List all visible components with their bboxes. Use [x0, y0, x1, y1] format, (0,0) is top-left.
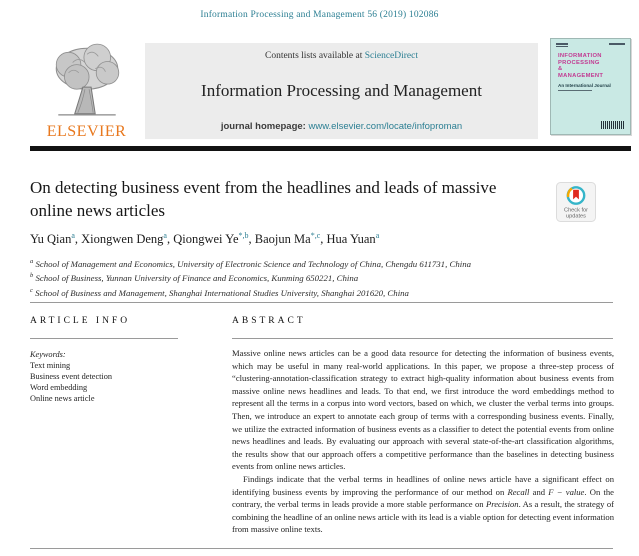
abstract-italic-term: Recall — [507, 486, 530, 497]
author-affiliation-sup: *,c — [310, 231, 321, 240]
journal-name: Information Processing and Management — [201, 81, 482, 100]
contents-line — [265, 51, 418, 61]
cover-issn-block — [556, 43, 568, 48]
section-top-rule — [30, 302, 613, 303]
article-title: On detecting business event from the headlines and leads of massive online news articles — [30, 178, 497, 220]
elsevier-tree-icon — [46, 42, 128, 120]
journal-reference: Information Processing and Management 56 (2019) 102086 — [200, 10, 439, 20]
homepage-line — [221, 121, 462, 132]
abstract-para1: Massive online news articles can be a good data resource for detecting the information of business events, which may be useful in many real-world applications. In this paper, we propose a three-step process of “clustering-annotation-classification strategy to extract high-quality information about business events from massive online news headlines and leads. To that end, we first introduce the word embeddings method to represent all the terms in a corpus into word vectors, based on which, we cluster the verbal terms into groups. Then, we introduce an expert to annotate each group of terms with a corresponding business events. Finally, we utilize the extracted information of business events as a classifier to detect the potential events from online news headlines and leads. By evaluating our approach with several state-of-the-art classification algorithms, the results show that our approach offers a competitive performance than the baselines in detecting business events from online news articles. — [232, 348, 614, 472]
author-affiliation-sup: *,b — [238, 231, 249, 240]
author-name: Yu Qian — [30, 232, 72, 247]
abstract-heading: ABSTRACT — [232, 316, 306, 326]
contents-prefix: Contents lists available at — [264, 51, 365, 61]
abstract-italic-term: F − value — [548, 486, 585, 497]
cover-title-line: MANAGEMENT — [558, 72, 604, 79]
abstract-para2 — [232, 473, 614, 536]
keyword-item: Word embedding — [30, 383, 88, 392]
author-name: Xiongwen Deng — [81, 232, 164, 247]
affiliation-sup: c — [30, 286, 33, 294]
affiliation-line — [30, 285, 590, 299]
keywords-label: Keywords: — [30, 350, 66, 359]
author-affiliation-sup: a — [163, 231, 167, 240]
author-name: Qiongwei Ye — [173, 232, 239, 247]
author-name: Hua Yuan — [326, 232, 376, 247]
cover-title-line: INFORMATION — [558, 53, 602, 59]
keyword-list — [30, 360, 200, 404]
cover-topright-text — [609, 43, 625, 45]
masthead — [30, 38, 631, 146]
elsevier-logo — [30, 42, 143, 142]
elsevier-wordmark: ELSEVIER — [46, 123, 127, 140]
abstract-body — [232, 347, 614, 536]
author-name: Baojun Ma — [254, 232, 311, 247]
abstract-rule — [232, 338, 613, 339]
keyword-item: Text mining — [30, 361, 71, 370]
homepage-url-link[interactable]: www.elsevier.com/locate/infoproman — [308, 121, 463, 132]
masthead-center-panel — [145, 43, 538, 139]
affiliation-line — [30, 270, 590, 284]
cover-subtitle: An International Journal — [558, 83, 611, 88]
crossmark-label-line2: updates — [566, 213, 586, 220]
crossmark-label-line1: Check for — [564, 207, 588, 214]
author-affiliation-sup: a — [375, 231, 380, 240]
affiliation-sup: a — [30, 258, 34, 265]
abstract-text-segment: and — [529, 486, 549, 497]
article-info-rule — [30, 338, 178, 339]
affiliation-list — [30, 256, 590, 299]
page-bottom-rule — [30, 548, 613, 549]
crossmark-check-for-updates-badge[interactable] — [556, 182, 596, 222]
masthead-divider-bar — [30, 146, 631, 151]
abstract-text-segment: . On the contrary, the verbal terms in leads provide a more stable performance on — [232, 486, 614, 510]
sciencedirect-link[interactable]: ScienceDirect — [364, 51, 418, 61]
cover-title-line: & — [558, 66, 563, 73]
author-list: Yu Qian$^a$, Xiongwen Deng$^a$, Qiongwei $Ye^{*,b}$, Baojun $Ma^{*,c}$, Hua Yuan$^a$ — [30, 231, 380, 247]
affiliation-text: School of Management and Economics, University of Electronic Science and Technology of China, Chengdu 611731, China — [33, 258, 471, 269]
keyword-item: Business event detection — [30, 372, 113, 381]
cover-barcode — [601, 121, 625, 129]
keyword-item: Online news article — [30, 394, 95, 403]
abstract-text-segment: . As a result, the strategy of combining the headline of an online news article with its lead is a viable option for detecting event information from massive online texts. — [232, 499, 614, 535]
article-info-heading: ARTICLE INFO — [30, 316, 131, 326]
cover-microtext-line — [558, 90, 592, 91]
homepage-prefix: journal homepage: — [220, 121, 309, 132]
affiliation-text: School of Business, Yunnan University of Finance and Economics, Kunming 650221, China — [33, 273, 359, 284]
author-affiliation-sup: a — [71, 231, 75, 240]
keywords-block — [30, 349, 200, 404]
affiliation-line — [30, 256, 590, 270]
abstract-italic-term: Precision — [485, 499, 519, 510]
cover-title-line: PROCESSING — [558, 59, 600, 66]
abstract-text-segment: Findings indicate that the verbal terms in headlines of online news article have a significant effect on identifying business events by improving the performance of our method on — [232, 473, 614, 497]
affiliation-sup: b — [30, 272, 34, 280]
journal-cover-thumbnail — [550, 38, 631, 135]
cover-title — [558, 53, 603, 79]
affiliation-text: School of Business and Management, Shanghai International Studies University, Shanghai 201620, China — [32, 287, 409, 298]
